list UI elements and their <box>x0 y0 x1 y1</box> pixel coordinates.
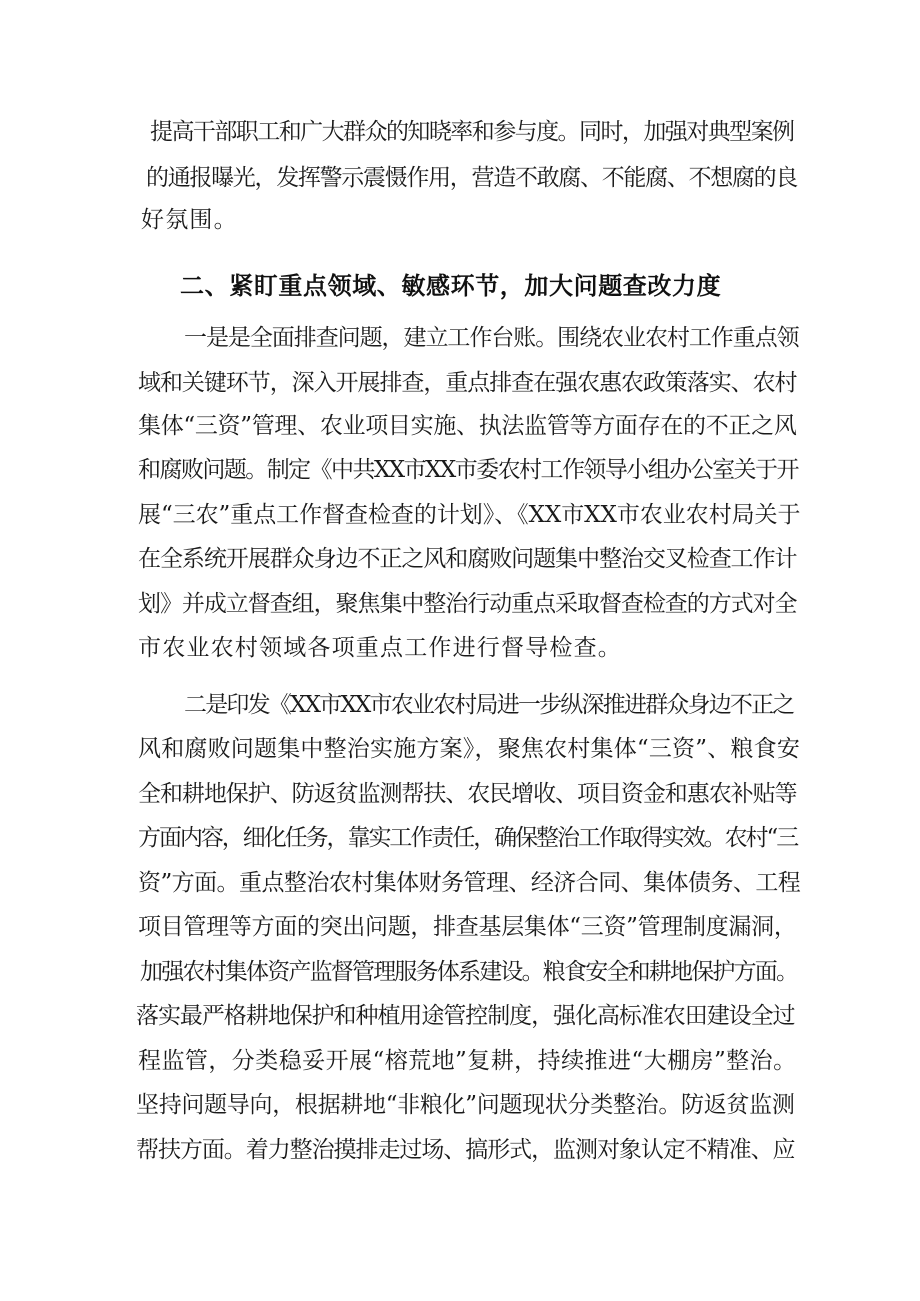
paragraph-line: 项目管理等方面的突出问题，排查基层集体“三资”管理制度漏洞， <box>138 914 797 940</box>
paragraph-line: 市农业农村领域各项重点工作进行督导检查。 <box>138 635 622 661</box>
paragraph-line: 程监管，分类稳妥开展“榕荒地”复耕，持续推进“大棚房”整治。 <box>138 1048 797 1074</box>
paragraph-line: 一是是全面排查问题，建立工作台账。围绕农业农村工作重点领 <box>184 325 799 351</box>
paragraph-line: 全和耕地保护、防返贫监测帮扶、农民增收、项目资金和惠农补贴等 <box>138 781 797 807</box>
paragraph-line: 在全系统开展群众身边不正之风和腐败问题集中整治交叉检查工作计 <box>138 546 797 572</box>
paragraph-line: 加强农村集体资产监督管理服务体系建设。粮食安全和耕地保护方面。 <box>140 959 798 985</box>
paragraph-line: 划》并成立督查组，聚焦集中整治行动重点采取督查检查的方式对全 <box>138 591 797 617</box>
paragraph-line: 落实最严格耕地保护和种植用途管控制度，强化高标准农田建设全过 <box>136 1003 795 1029</box>
paragraph-line: 的通报曝光，发挥警示震慑作用，营造不敢腐、不能腐、不想腐的良 <box>146 165 798 191</box>
paragraph-line: 好氛围。 <box>141 207 238 233</box>
paragraph-line: 方面内容，细化任务，靠实工作责任，确保整治工作取得实效。农村“三 <box>138 825 798 851</box>
paragraph-line: 域和关键环节，深入开展排查，重点排查在强农惠农政策落实、农村 <box>138 370 797 396</box>
paragraph-line: 提高干部职工和广大群众的知晓率和参与度。同时，加强对典型案例 <box>150 119 794 145</box>
paragraph-line: 集体“三资”管理、农业项目实施、执法监管等方面存在的不正之风 <box>138 413 797 439</box>
paragraph-line: 帮扶方面。着力整治摸排走过场、搞形式，监测对象认定不精准、应 <box>136 1137 795 1163</box>
paragraph-line: 二是印发《XX市XX市农业农村局进一步纵深推进群众身边不正之 <box>184 692 794 718</box>
paragraph-line: 风和腐败问题集中整治实施方案》，聚焦农村集体“三资”、粮食安 <box>138 736 801 762</box>
paragraph-line: 坚持问题导向，根据耕地“非粮化”问题现状分类整治。防返贫监测 <box>136 1092 795 1118</box>
paragraph-line: 资”方面。重点整治农村集体财务管理、经济合同、集体债务、工程 <box>138 870 801 896</box>
paragraph-line: 展“三农”重点工作督查检查的计划》、《XX市XX市农业农村局关于 <box>138 502 801 528</box>
paragraph-line: 和腐败问题。制定《中共XX市XX市委农村工作领导小组办公室关于开 <box>138 457 798 483</box>
section-heading: 二、紧盯重点领域、敏感环节，加大问题查改力度 <box>180 272 722 300</box>
